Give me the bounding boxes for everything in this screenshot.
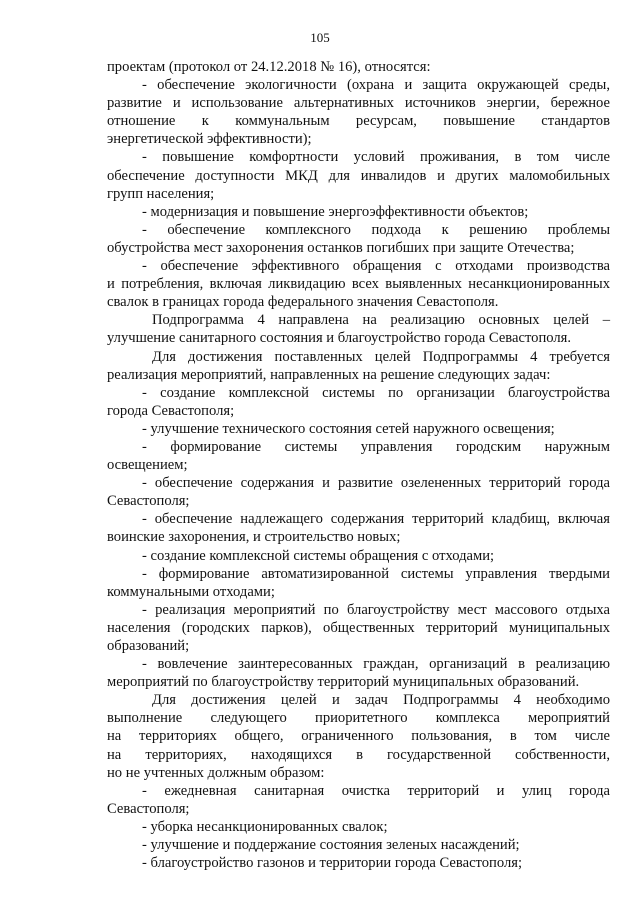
text-line: - улучшение технического состояния сетей наружного освещения;: [142, 420, 555, 437]
text-line: - обеспечение экологичности (охрана и защита окружающей среды,: [142, 77, 610, 94]
text-line: - обеспечение надлежащего содержания территорий кладбищ, включая: [142, 511, 610, 528]
text-line: - вовлечение заинтересованных граждан, организаций в реализацию: [142, 656, 610, 673]
text-line: воинские захоронения, и строительство новых;: [107, 529, 401, 546]
text-line: обеспечение доступности МКД для инвалидов и других маломобильных: [107, 167, 610, 184]
text-line: - обеспечение комплексного подхода к решению проблемы: [142, 221, 610, 238]
text-line: города Севастополя;: [107, 402, 235, 419]
text-line: Подпрограмма 4 направлена на реализацию основных целей –: [152, 312, 610, 329]
text-line: - модернизация и повышение энергоэффективности объектов;: [142, 203, 529, 220]
text-line: Севастополя;: [107, 493, 190, 510]
text-line: образований;: [107, 638, 190, 654]
text-line: обустройства мест захоронения останков погибших при защите Отечества;: [107, 239, 575, 256]
text-line: улучшение санитарного состояния и благоустройство города Севастополя.: [107, 330, 571, 347]
text-line: на территориях общего, ограниченного пользования, в том числе: [107, 728, 610, 745]
text-line: Для достижения поставленных целей Подпрограммы 4 требуется: [152, 348, 610, 365]
text-line: развитие и использование альтернативных источников энергии, бережное: [107, 95, 610, 112]
text-line: - повышение комфортности условий проживания, в том числе: [142, 149, 610, 166]
text-line: населения (городских парков), общественных территорий муниципальных: [107, 619, 610, 636]
text-line: - создание комплексной системы по организации благоустройства: [142, 384, 610, 401]
page-number: 105: [310, 30, 330, 45]
text-line: - уборка несанкционированных свалок;: [142, 818, 388, 835]
text-line: - реализация мероприятий по благоустройству мест массового отдыха: [142, 601, 610, 618]
document-body: [107, 58, 610, 872]
text-line: Севастополя;: [107, 800, 190, 817]
text-line: проектам (протокол от 24.12.2018 № 16), относятся:: [107, 59, 431, 75]
text-line: - благоустройство газонов и территории города Севастополя;: [142, 855, 522, 872]
text-line: - обеспечение эффективного обращения с отходами производства: [142, 258, 610, 275]
text-line: групп населения;: [107, 185, 215, 202]
text-line: мероприятий по благоустройству территорий муниципальных образований.: [107, 674, 580, 691]
text-line: - улучшение и поддержание состояния зеленых насаждений;: [142, 837, 520, 854]
text-line: Для достижения целей и задач Подпрограммы 4 необходимо: [152, 692, 610, 709]
text-line: энергетической эффективности);: [107, 131, 312, 148]
text-line: отношение к коммунальным ресурсам, повышение стандартов: [107, 113, 610, 130]
text-line: - ежедневная санитарная очистка территорий и улиц города: [142, 782, 610, 799]
text-line: освещением;: [107, 457, 188, 474]
text-line: коммунальными отходами;: [107, 583, 275, 600]
text-line: - формирование системы управления городским наружным: [142, 438, 610, 455]
text-line: свалок в границах города федерального значения Севастополя.: [107, 294, 499, 311]
text-line: но не учтенных должным образом:: [107, 764, 325, 781]
text-line: - создание комплексной системы обращения с отходами;: [142, 547, 495, 564]
text-line: на территориях, находящихся в государственной собственности,: [107, 746, 610, 763]
text-line: - формирование автоматизированной системы управления твердыми: [142, 565, 610, 582]
text-line: выполнение следующего приоритетного комплекса мероприятий: [107, 710, 610, 727]
text-line: - обеспечение содержания и развитие озелененных территорий города: [142, 475, 610, 492]
text-line: и потребления, включая ликвидацию всех выявленных несанкционированных: [107, 276, 610, 293]
text-line: реализация мероприятий, направленных на решение следующих задач:: [107, 366, 551, 383]
